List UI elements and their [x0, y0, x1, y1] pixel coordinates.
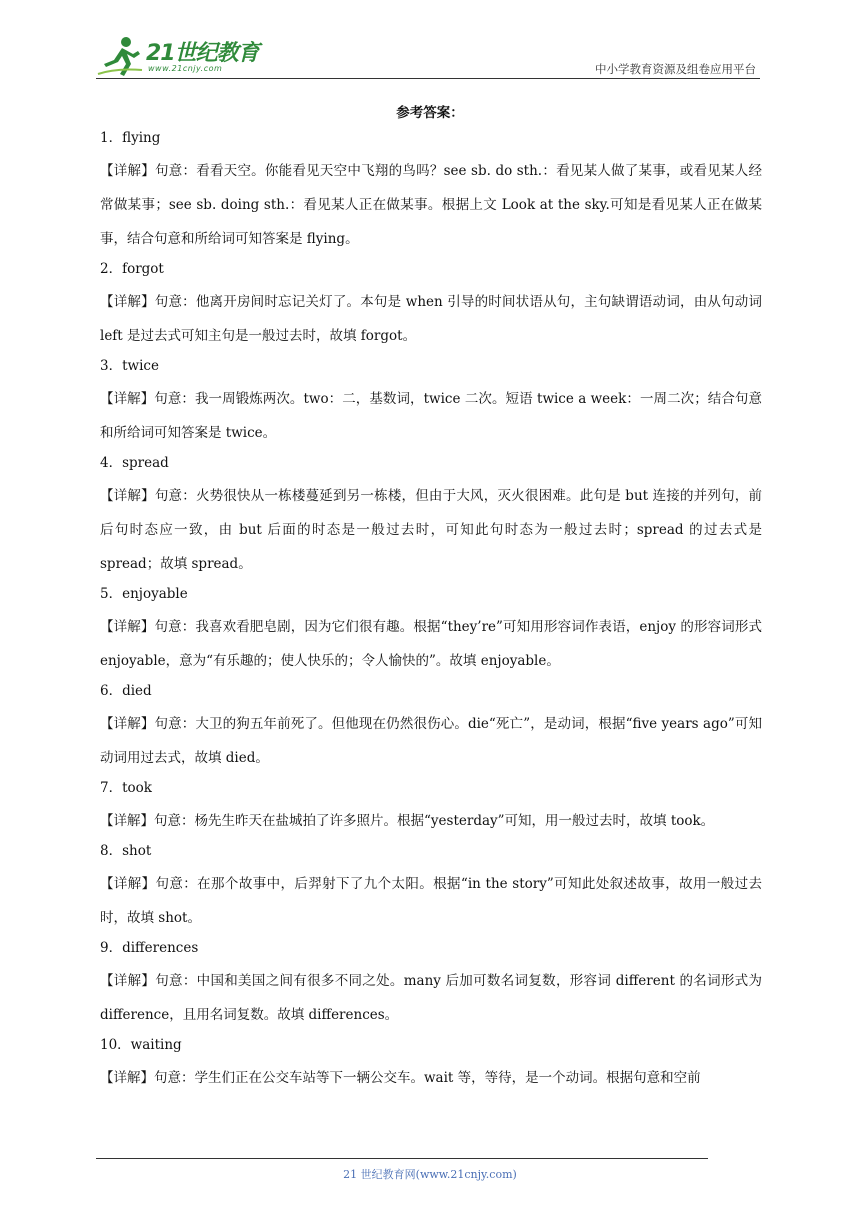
answer-number: 8．shot — [100, 843, 152, 859]
answer-item — [100, 841, 762, 935]
footer-divider — [96, 1158, 708, 1159]
answer-number: 5．enjoyable — [100, 586, 188, 602]
answer-number: 7．took — [100, 780, 152, 796]
answer-number: 10．waiting — [100, 1037, 182, 1053]
answer-item — [100, 584, 762, 678]
answer-detail: 【详解】句意：他离开房间时忘记关灯了。本句是 when 引导的时间状语从句，主句缺谓语动词，由从句动词 left 是过去式可知主句是一般过去时，故填 forgot。 — [100, 294, 762, 344]
answer-number: 3．twice — [100, 358, 159, 374]
answer-detail: 【详解】句意：我一周锻炼两次。two：二，基数词，twice 二次。短语 twice a week：一周二次；结合句意和所给词可知答案是 twice。 — [100, 391, 762, 441]
logo — [96, 34, 266, 78]
answer-detail: 【详解】句意：杨先生昨天在盐城拍了许多照片。根据“yesterday”可知，用一般过去时，故填 took。 — [100, 813, 715, 829]
answer-item — [100, 1035, 762, 1095]
answer-item — [100, 938, 762, 1032]
answer-number: 6．died — [100, 683, 152, 699]
footer-text: 21 世纪教育网(www.21cnjy.com) — [343, 1168, 517, 1181]
answer-item — [100, 128, 762, 256]
answer-detail: 【详解】句意：学生们正在公交车站等下一辆公交车。wait 等，等待，是一个动词。根据句意和空前 — [100, 1070, 701, 1086]
answer-item — [100, 778, 762, 838]
answer-detail: 【详解】句意：看看天空。你能看见天空中飞翔的鸟吗？see sb. do sth.：看见某人做了某事，或看见某人经常做某事；see sb. doing sth.：看见某人正在做某事。根据上文 Look at the sky.可知是看见某人正在做某事，结合句意和所给词可知答案是 flying。 — [100, 163, 762, 247]
platform-name: 中小学教育资源及组卷应用平台 — [595, 62, 756, 76]
answer-item — [100, 453, 762, 581]
page-title: 参考答案： — [396, 105, 464, 121]
logo-text: 21世纪教育 — [146, 41, 259, 66]
logo-url: www.21cnjy.com — [148, 64, 223, 73]
runner-logo-icon — [96, 34, 146, 78]
answer-list — [100, 128, 762, 1098]
answer-detail: 【详解】句意：火势很快从一栋楼蔓延到另一栋楼，但由于大风，灭火很困难。此句是 but 连接的并列句，前后句时态应一致，由 but 后面的时态是一般过去时，可知此句时态为一般过去时；spread 的过去式是 spread；故填 spread。 — [100, 488, 762, 572]
answer-detail: 【详解】句意：在那个故事中，后羿射下了九个太阳。根据“in the story”可知此处叙述故事，故用一般过去时，故填 shot。 — [100, 876, 762, 926]
answer-number: 2．forgot — [100, 261, 164, 277]
answer-number: 4．spread — [100, 455, 169, 471]
answer-number: 9．differences — [100, 940, 199, 956]
answer-detail: 【详解】句意：中国和美国之间有很多不同之处。many 后加可数名词复数，形容词 different 的名词形式为 difference，且用名词复数。故填 differences。 — [100, 973, 762, 1023]
answer-detail: 【详解】句意：大卫的狗五年前死了。但他现在仍然很伤心。die“死亡”，是动词，根据“five years ago”可知动词用过去式，故填 died。 — [100, 716, 762, 766]
page-header — [96, 30, 760, 79]
answer-item — [100, 356, 762, 450]
answer-detail: 【详解】句意：我喜欢看肥皂剧，因为它们很有趣。根据“they’re”可知用形容词作表语，enjoy 的形容词形式 enjoyable，意为“有乐趣的；使人快乐的；令人愉快的”。故填 enjoyable。 — [100, 619, 762, 669]
answer-item — [100, 259, 762, 353]
answer-item — [100, 681, 762, 775]
answer-number: 1．flying — [100, 130, 161, 146]
